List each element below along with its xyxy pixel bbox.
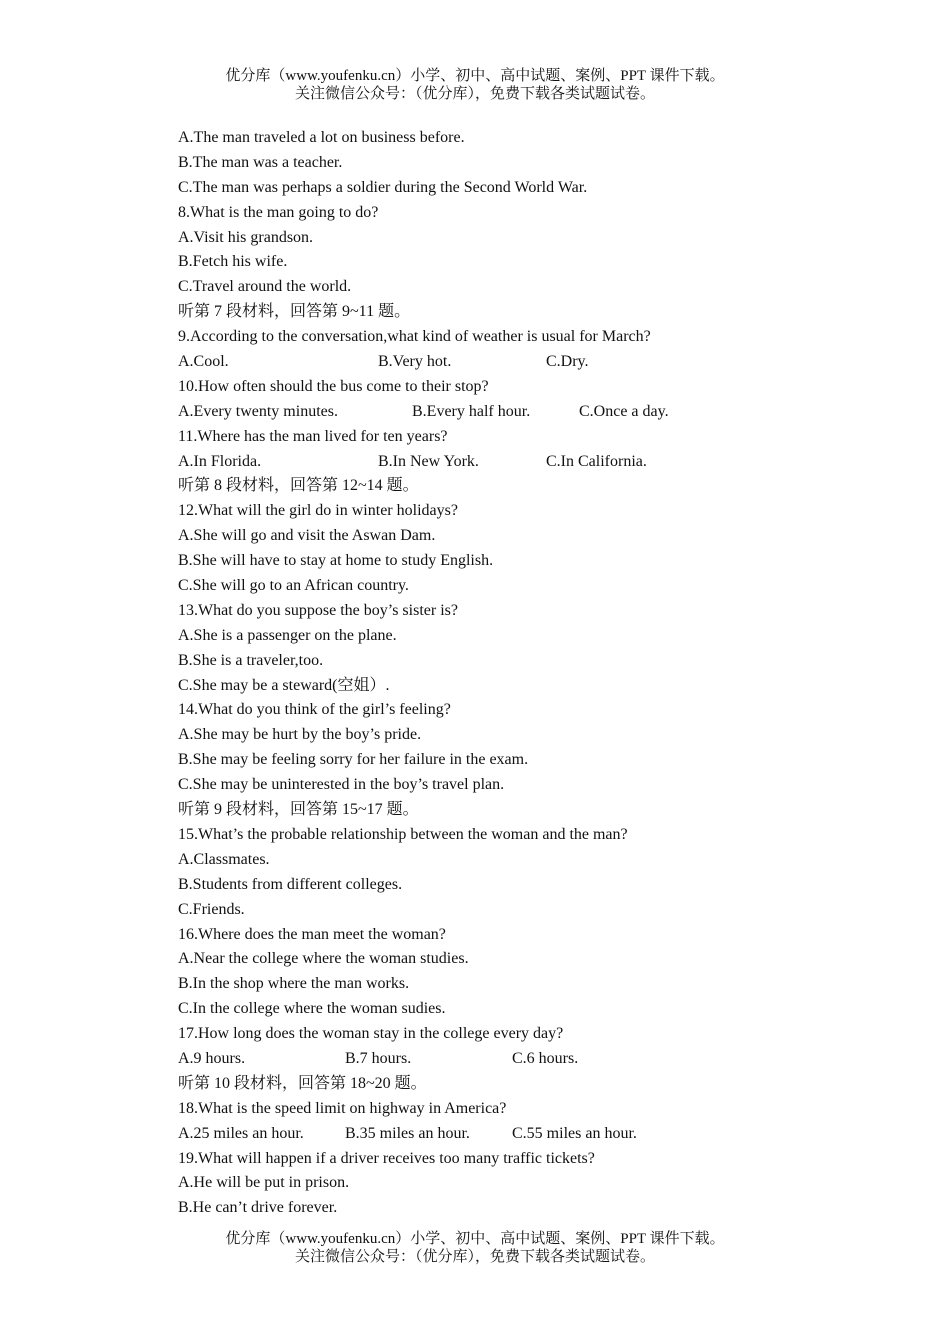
q7-option-c: C.The man was perhaps a soldier during the Second World War. xyxy=(178,178,588,196)
q7-option-b: B.The man was a teacher. xyxy=(178,153,343,171)
question-19: 19.What will happen if a driver receives too many traffic tickets? xyxy=(178,1149,595,1167)
q10-option-c: C.Once a day. xyxy=(579,402,669,420)
footer-line-1: 优分库（www.youfenku.cn）小学、初中、高中试题、案例、PPT 课件下载。 xyxy=(225,1231,725,1247)
q17-options xyxy=(178,1047,818,1072)
document-body xyxy=(178,126,818,1221)
q12-option-c: C.She will go to an African country. xyxy=(178,577,409,595)
q19-option-b: B.He can’t drive forever. xyxy=(178,1199,338,1217)
q10-option-b: B.Every half hour. xyxy=(412,402,531,420)
q11-option-a: A.In Florida. xyxy=(178,452,262,470)
q11-option-c: C.In California. xyxy=(546,452,647,470)
q11-option-b: B.In New York. xyxy=(378,452,479,470)
page-header xyxy=(0,67,950,103)
q13-option-c: C.She may be a steward(空姐）. xyxy=(178,676,390,694)
footer-line-2: 关注微信公众号：（优分库），免费下载各类试题试卷。 xyxy=(294,1249,655,1265)
q8-option-c: C.Travel around the world. xyxy=(178,278,352,296)
q16-option-a: A.Near the college where the woman studies. xyxy=(178,950,469,968)
q18-option-b: B.35 miles an hour. xyxy=(345,1124,470,1142)
q14-option-a: A.She may be hurt by the boy’s pride. xyxy=(178,726,422,744)
q16-option-b: B.In the shop where the man works. xyxy=(178,975,410,993)
q18-options xyxy=(178,1122,818,1147)
q15-option-c: C.Friends. xyxy=(178,900,245,918)
q12-option-a: A.She will go and visit the Aswan Dam. xyxy=(178,527,436,545)
section-9-heading: 听第 9 段材料，回答第 15~17 题。 xyxy=(178,801,419,819)
q13-option-b: B.She is a traveler,too. xyxy=(178,651,324,669)
q17-option-a: A.9 hours. xyxy=(178,1049,246,1067)
q9-options xyxy=(178,350,818,375)
q19-option-a: A.He will be put in prison. xyxy=(178,1174,350,1192)
question-17: 17.How long does the woman stay in the college every day? xyxy=(178,1025,564,1043)
question-12: 12.What will the girl do in winter holidays? xyxy=(178,502,458,520)
q15-option-a: A.Classmates. xyxy=(178,850,270,868)
q18-option-a: A.25 miles an hour. xyxy=(178,1124,304,1142)
section-10-heading: 听第 10 段材料，回答第 18~20 题。 xyxy=(178,1074,427,1092)
question-11: 11.Where has the man lived for ten years? xyxy=(178,427,448,445)
q8-option-a: A.Visit his grandson. xyxy=(178,228,314,246)
header-line-1: 优分库（www.youfenku.cn）小学、初中、高中试题、案例、PPT 课件下载。 xyxy=(225,68,725,84)
question-13: 13.What do you suppose the boy’s sister is? xyxy=(178,601,458,619)
q12-option-b: B.She will have to stay at home to study English. xyxy=(178,552,494,570)
q16-option-c: C.In the college where the woman sudies. xyxy=(178,1000,446,1018)
question-10: 10.How often should the bus come to their stop? xyxy=(178,377,489,395)
q13-option-a: A.She is a passenger on the plane. xyxy=(178,626,397,644)
page-footer xyxy=(0,1230,950,1266)
question-8: 8.What is the man going to do? xyxy=(178,203,379,221)
question-16: 16.Where does the man meet the woman? xyxy=(178,925,446,943)
question-15: 15.What’s the probable relationship between the woman and the man? xyxy=(178,825,628,843)
header-line-2: 关注微信公众号：（优分库），免费下载各类试题试卷。 xyxy=(294,86,655,102)
question-9: 9.According to the conversation,what kind of weather is usual for March? xyxy=(178,328,651,346)
section-8-heading: 听第 8 段材料，回答第 12~14 题。 xyxy=(178,477,419,495)
q14-option-c: C.She may be uninterested in the boy’s travel plan. xyxy=(178,776,505,794)
q10-option-a: A.Every twenty minutes. xyxy=(178,402,338,420)
q15-option-b: B.Students from different colleges. xyxy=(178,875,403,893)
q9-option-a: A.Cool. xyxy=(178,353,229,371)
q14-option-b: B.She may be feeling sorry for her failure in the exam. xyxy=(178,751,529,769)
q17-option-c: C.6 hours. xyxy=(512,1049,579,1067)
q17-option-b: B.7 hours. xyxy=(345,1049,412,1067)
question-18: 18.What is the speed limit on highway in America? xyxy=(178,1099,507,1117)
q7-option-a: A.The man traveled a lot on business before. xyxy=(178,129,465,146)
q11-options xyxy=(178,450,818,475)
q10-options xyxy=(178,400,818,425)
q18-option-c: C.55 miles an hour. xyxy=(512,1124,637,1142)
q9-option-b: B.Very hot. xyxy=(378,353,452,371)
q8-option-b: B.Fetch his wife. xyxy=(178,253,288,271)
section-7-heading: 听第 7 段材料，回答第 9~11 题。 xyxy=(178,303,411,321)
q9-option-c: C.Dry. xyxy=(546,353,589,371)
question-14: 14.What do you think of the girl’s feeling? xyxy=(178,701,451,719)
